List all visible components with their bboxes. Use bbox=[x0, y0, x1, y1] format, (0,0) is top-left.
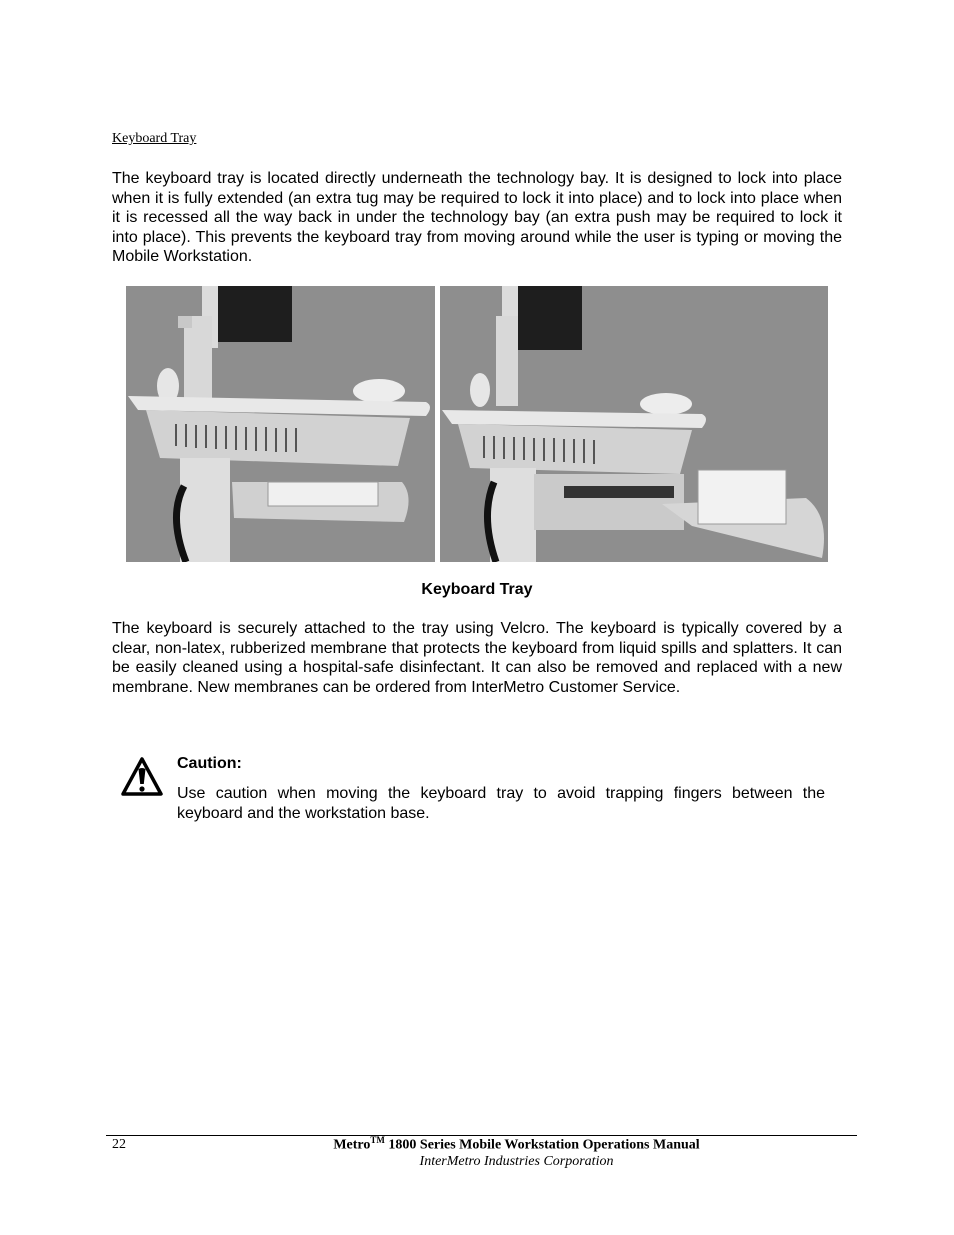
intro-paragraph: The keyboard tray is located directly underneath the technology bay. It is designed to lock into place when it is fully extended (an extra tug may be required to lock it into place) and to lock into place when it is recessed all the way back in under the technology bay (an extra push may be required to lock it into place). This prevents the keyboard tray from moving around while the user is typing or moving the Mobile Workstation. bbox=[112, 170, 842, 266]
caution-text: Use caution when moving the keyboard tray to avoid trapping fingers between the keyboard and the workstation base. bbox=[177, 785, 825, 822]
footer-trademark: TM bbox=[370, 1135, 385, 1145]
footer-title-rest: 1800 Series Mobile Workstation Operations Manual bbox=[384, 1137, 700, 1153]
caution-title: Caution: bbox=[177, 755, 242, 772]
photo-tray-recessed bbox=[126, 286, 435, 562]
section-heading: Keyboard Tray bbox=[112, 131, 197, 146]
footer-company: InterMetro Industries Corporation bbox=[419, 1154, 614, 1169]
page-number: 22 bbox=[112, 1137, 126, 1152]
keyboard-paragraph: The keyboard is securely attached to the tray using Velcro. The keyboard is typically covered by a clear, non-latex, rubberized membrane that protects the keyboard from liquid spills and splatters. It can be easily cleaned using a hospital-safe disinfectant. It can also be removed and replaced with a new membrane. New membranes can be ordered from InterMetro Customer Service. bbox=[112, 620, 842, 696]
warning-triangle-icon bbox=[120, 756, 164, 798]
figure-caption: Keyboard Tray bbox=[421, 581, 533, 598]
footer-manual-title bbox=[200, 1135, 833, 1154]
footer-brand: Metro bbox=[333, 1137, 371, 1153]
photo-tray-extended bbox=[440, 286, 828, 562]
